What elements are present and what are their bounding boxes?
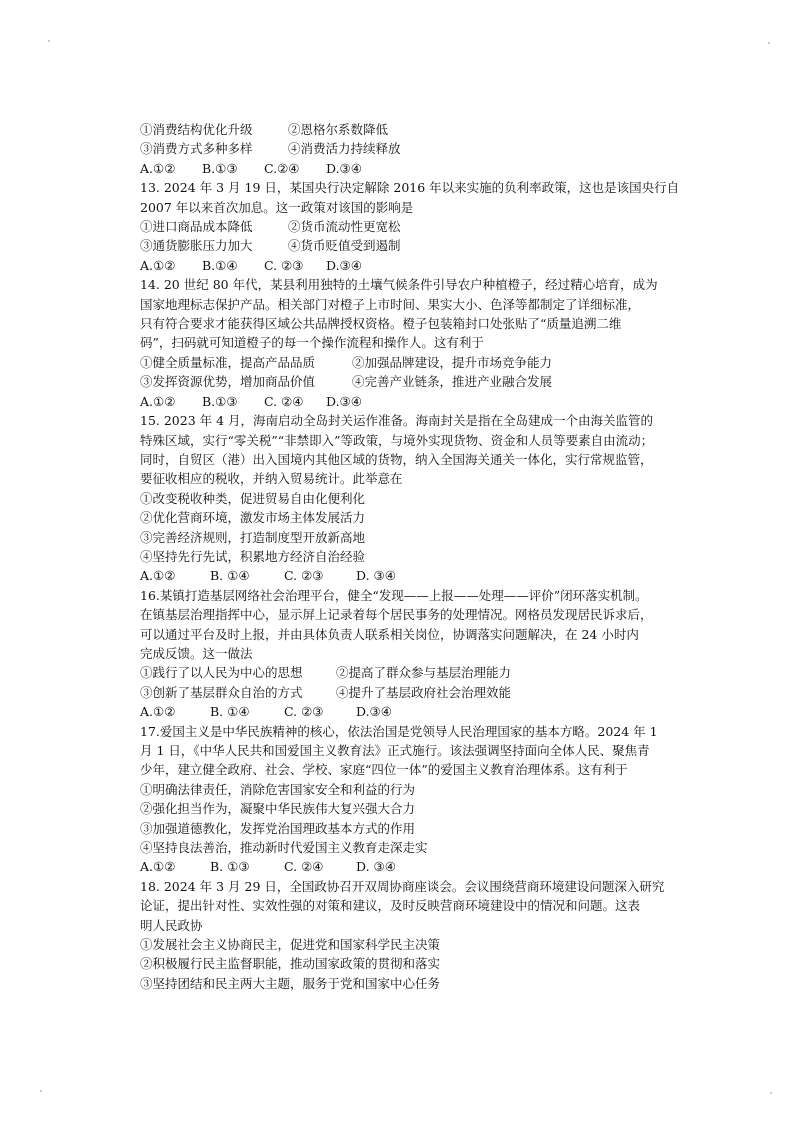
option-row — [140, 217, 670, 236]
choice-a: A.①② — [140, 257, 176, 273]
option-item: ②优化营商环境，激发市场主体发展活力 — [140, 510, 366, 526]
option-item: ①改变税收种类，促进贸易自由化便利化 — [140, 490, 366, 506]
choice-c: C. ②③ — [284, 568, 324, 584]
question-stem-line: 完成反馈。这一做法 — [140, 645, 253, 661]
question-stem-line: 14. 20 世纪 80 年代，某县利用独特的土壤气候条件引导农户种植橙子，经过精心培育，成为 — [140, 277, 658, 293]
question-stem-line: 码”，扫码就可知道橙子的每一个操作流程和操作人。这有利于 — [140, 335, 484, 351]
option-item: ②货币流动性更宽松 — [288, 219, 401, 235]
option-item: ④消费活力持续释放 — [288, 141, 401, 157]
option-item: ②积极履行民主监督职能，推动国家政策的贯彻和落实 — [140, 956, 441, 972]
scan-speck — [40, 1090, 42, 1092]
question-stem-line: 明人民政协 — [140, 917, 203, 933]
choice-c: C. ②④ — [284, 859, 324, 875]
option-item: ②加强品牌建设，提升市场竞争能力 — [352, 354, 553, 370]
question-17 — [140, 722, 670, 877]
question-12-options — [140, 120, 670, 178]
question-content — [140, 120, 680, 993]
choice-d: D. ③④ — [356, 568, 396, 584]
answer-choices — [140, 702, 670, 721]
option-row — [140, 139, 670, 158]
option-item: ④提升了基层政府社会治理效能 — [336, 684, 512, 700]
answer-choices — [140, 159, 670, 178]
option-item: ①践行了以人民为中心的思想 — [140, 665, 303, 681]
choice-c: C.②④ — [264, 160, 300, 176]
option-item: ④完善产业链条，推进产业融合发展 — [352, 374, 553, 390]
option-item: ①发展社会主义协商民主，促进党和国家科学民主决策 — [140, 937, 441, 953]
question-stem-line: 论证，提出针对性、实效性强的对策和建议，及时反映营商环境建设中的情况和问题。这表 — [140, 898, 641, 914]
choice-b: B.①④ — [202, 257, 238, 273]
question-stem-line: 2007 年以来首次加息。这一政策对该国的影响是 — [140, 199, 414, 215]
option-item: ③坚持团结和民主两大主题，服务于党和国家中心任务 — [140, 975, 441, 991]
choice-d: D. ③④ — [356, 859, 396, 875]
choice-b: B. ①④ — [210, 704, 250, 720]
question-stem-line: 只有符合要求才能获得区域公共品牌授权资格。橙子包装箱封口处张贴了“质量追溯二维 — [140, 316, 622, 332]
choice-c: C. ②③ — [264, 257, 304, 273]
scan-speck — [768, 42, 770, 44]
question-stem-line: 少年，建立健全政府、社会、学校、家庭“四位一体”的爱国主义教育治理体系。这有利于 — [140, 762, 628, 778]
answer-choices — [140, 392, 670, 411]
option-item: ①健全质量标准，提高产品品质 — [140, 354, 316, 370]
answer-choices — [140, 256, 670, 275]
option-item: ②强化担当作为，凝聚中华民族伟大复兴强大合力 — [140, 801, 416, 817]
question-stem-line: 17.爱国主义是中华民族精神的核心，依法治国是党领导人民治理国家的基本方略。2024 年 1 — [140, 723, 658, 739]
option-item: ④坚持先行先试，积累地方经济自治经验 — [140, 548, 366, 564]
choice-c: C. ②④ — [264, 393, 304, 409]
question-14 — [140, 275, 670, 411]
option-item: ③发挥资源优势，增加商品价值 — [140, 374, 316, 390]
question-stem-line: 国家地理标志保护产品。相关部门对橙子上市时间、果实大小、色泽等都制定了详细标准， — [140, 296, 641, 312]
answer-choices — [140, 566, 670, 585]
choice-d: D.③④ — [326, 393, 362, 409]
choice-d: D.③④ — [326, 257, 362, 273]
choice-a: A.①② — [140, 568, 176, 584]
question-stem-line: 18. 2024 年 3 月 29 日，全国政协召开双周协商座谈会。会议围绕营商环境建设问题深入研究 — [140, 878, 665, 894]
question-stem-line: 15. 2023 年 4 月，海南启动全岛封关运作准备。海南封关是指在全岛建成一个由海关监管的 — [140, 413, 654, 429]
option-item: ②提高了群众参与基层治理能力 — [336, 665, 512, 681]
scan-speck — [48, 40, 50, 42]
option-item: ①明确法律责任，消除危害国家安全和利益的行为 — [140, 781, 416, 797]
question-stem-line: 要征收相应的税收，并纳入贸易统计。此举意在 — [140, 471, 403, 487]
option-item: ③加强道德教化，发挥党治国理政基本方式的作用 — [140, 820, 416, 836]
option-row — [140, 353, 670, 372]
option-item: ②恩格尔系数降低 — [288, 122, 389, 137]
option-row — [140, 236, 670, 255]
choice-c: C. ②③ — [284, 704, 324, 720]
choice-a: A.①② — [140, 704, 176, 720]
choice-b: B. ①③ — [210, 859, 250, 875]
option-item: ①进口商品成本降低 — [140, 219, 253, 235]
option-item: ③消费方式多种多样 — [140, 141, 253, 157]
option-row — [140, 372, 670, 391]
option-item: ③完善经济规则，打造制度型开放新高地 — [140, 529, 366, 545]
option-item: ④坚持良法善治，推动新时代爱国主义教育走深走实 — [140, 840, 428, 856]
question-18 — [140, 877, 670, 993]
choice-a: A.①② — [140, 393, 176, 409]
question-stem-line: 特殊区域，实行“零关税”“非禁即入”等政策，与境外实现货物、资金和人员等要素自由流动； — [140, 432, 654, 448]
option-row — [140, 663, 670, 682]
choice-b: B. ①④ — [210, 568, 250, 584]
question-stem-line: 同时，自贸区（港）出入国境内其他区域的货物，纳入全国海关通关一体化，实行常规监管， — [140, 451, 653, 467]
question-stem-line: 可以通过平台及时上报，并由具体负责人联系相关岗位，协调落实问题解决，在 24 小时内 — [140, 626, 639, 642]
choice-b: B.①③ — [202, 160, 238, 176]
choice-a: A.①② — [140, 160, 176, 176]
choice-d: D.③④ — [356, 704, 392, 720]
question-16 — [140, 586, 670, 722]
question-stem-line: 在镇基层治理指挥中心，显示屏上记录着每个居民事务的处理情况。网格员发现居民诉求后， — [140, 607, 653, 623]
choice-b: B.①③ — [202, 393, 238, 409]
choice-d: D.③④ — [326, 160, 362, 176]
question-stem-line: 13. 2024 年 3 月 19 日，某国央行决定解除 2016 年以来实施的负利率政策，这也是该国央行自 — [140, 180, 680, 196]
option-row — [140, 120, 670, 139]
scan-speck — [770, 1092, 772, 1094]
question-15 — [140, 411, 670, 586]
answer-choices — [140, 857, 670, 876]
option-item: ④货币贬值受到遏制 — [288, 238, 401, 254]
question-stem-line: 月 1 日，《中华人民共和国爱国主义教育法》正式施行。该法强调坚持面向全体人民、聚焦青 — [140, 743, 650, 758]
option-item: ③创新了基层群众自治的方式 — [140, 684, 303, 700]
option-item: ①消费结构优化升级 — [140, 122, 253, 137]
question-13 — [140, 178, 680, 275]
question-stem-line: 16.某镇打造基层网络社会治理平台，健全“发现——上报——处理——评价”闭环落实机制。 — [140, 587, 648, 603]
option-row — [140, 683, 670, 702]
choice-a: A.①② — [140, 859, 176, 875]
option-item: ③通货膨胀压力加大 — [140, 238, 253, 254]
